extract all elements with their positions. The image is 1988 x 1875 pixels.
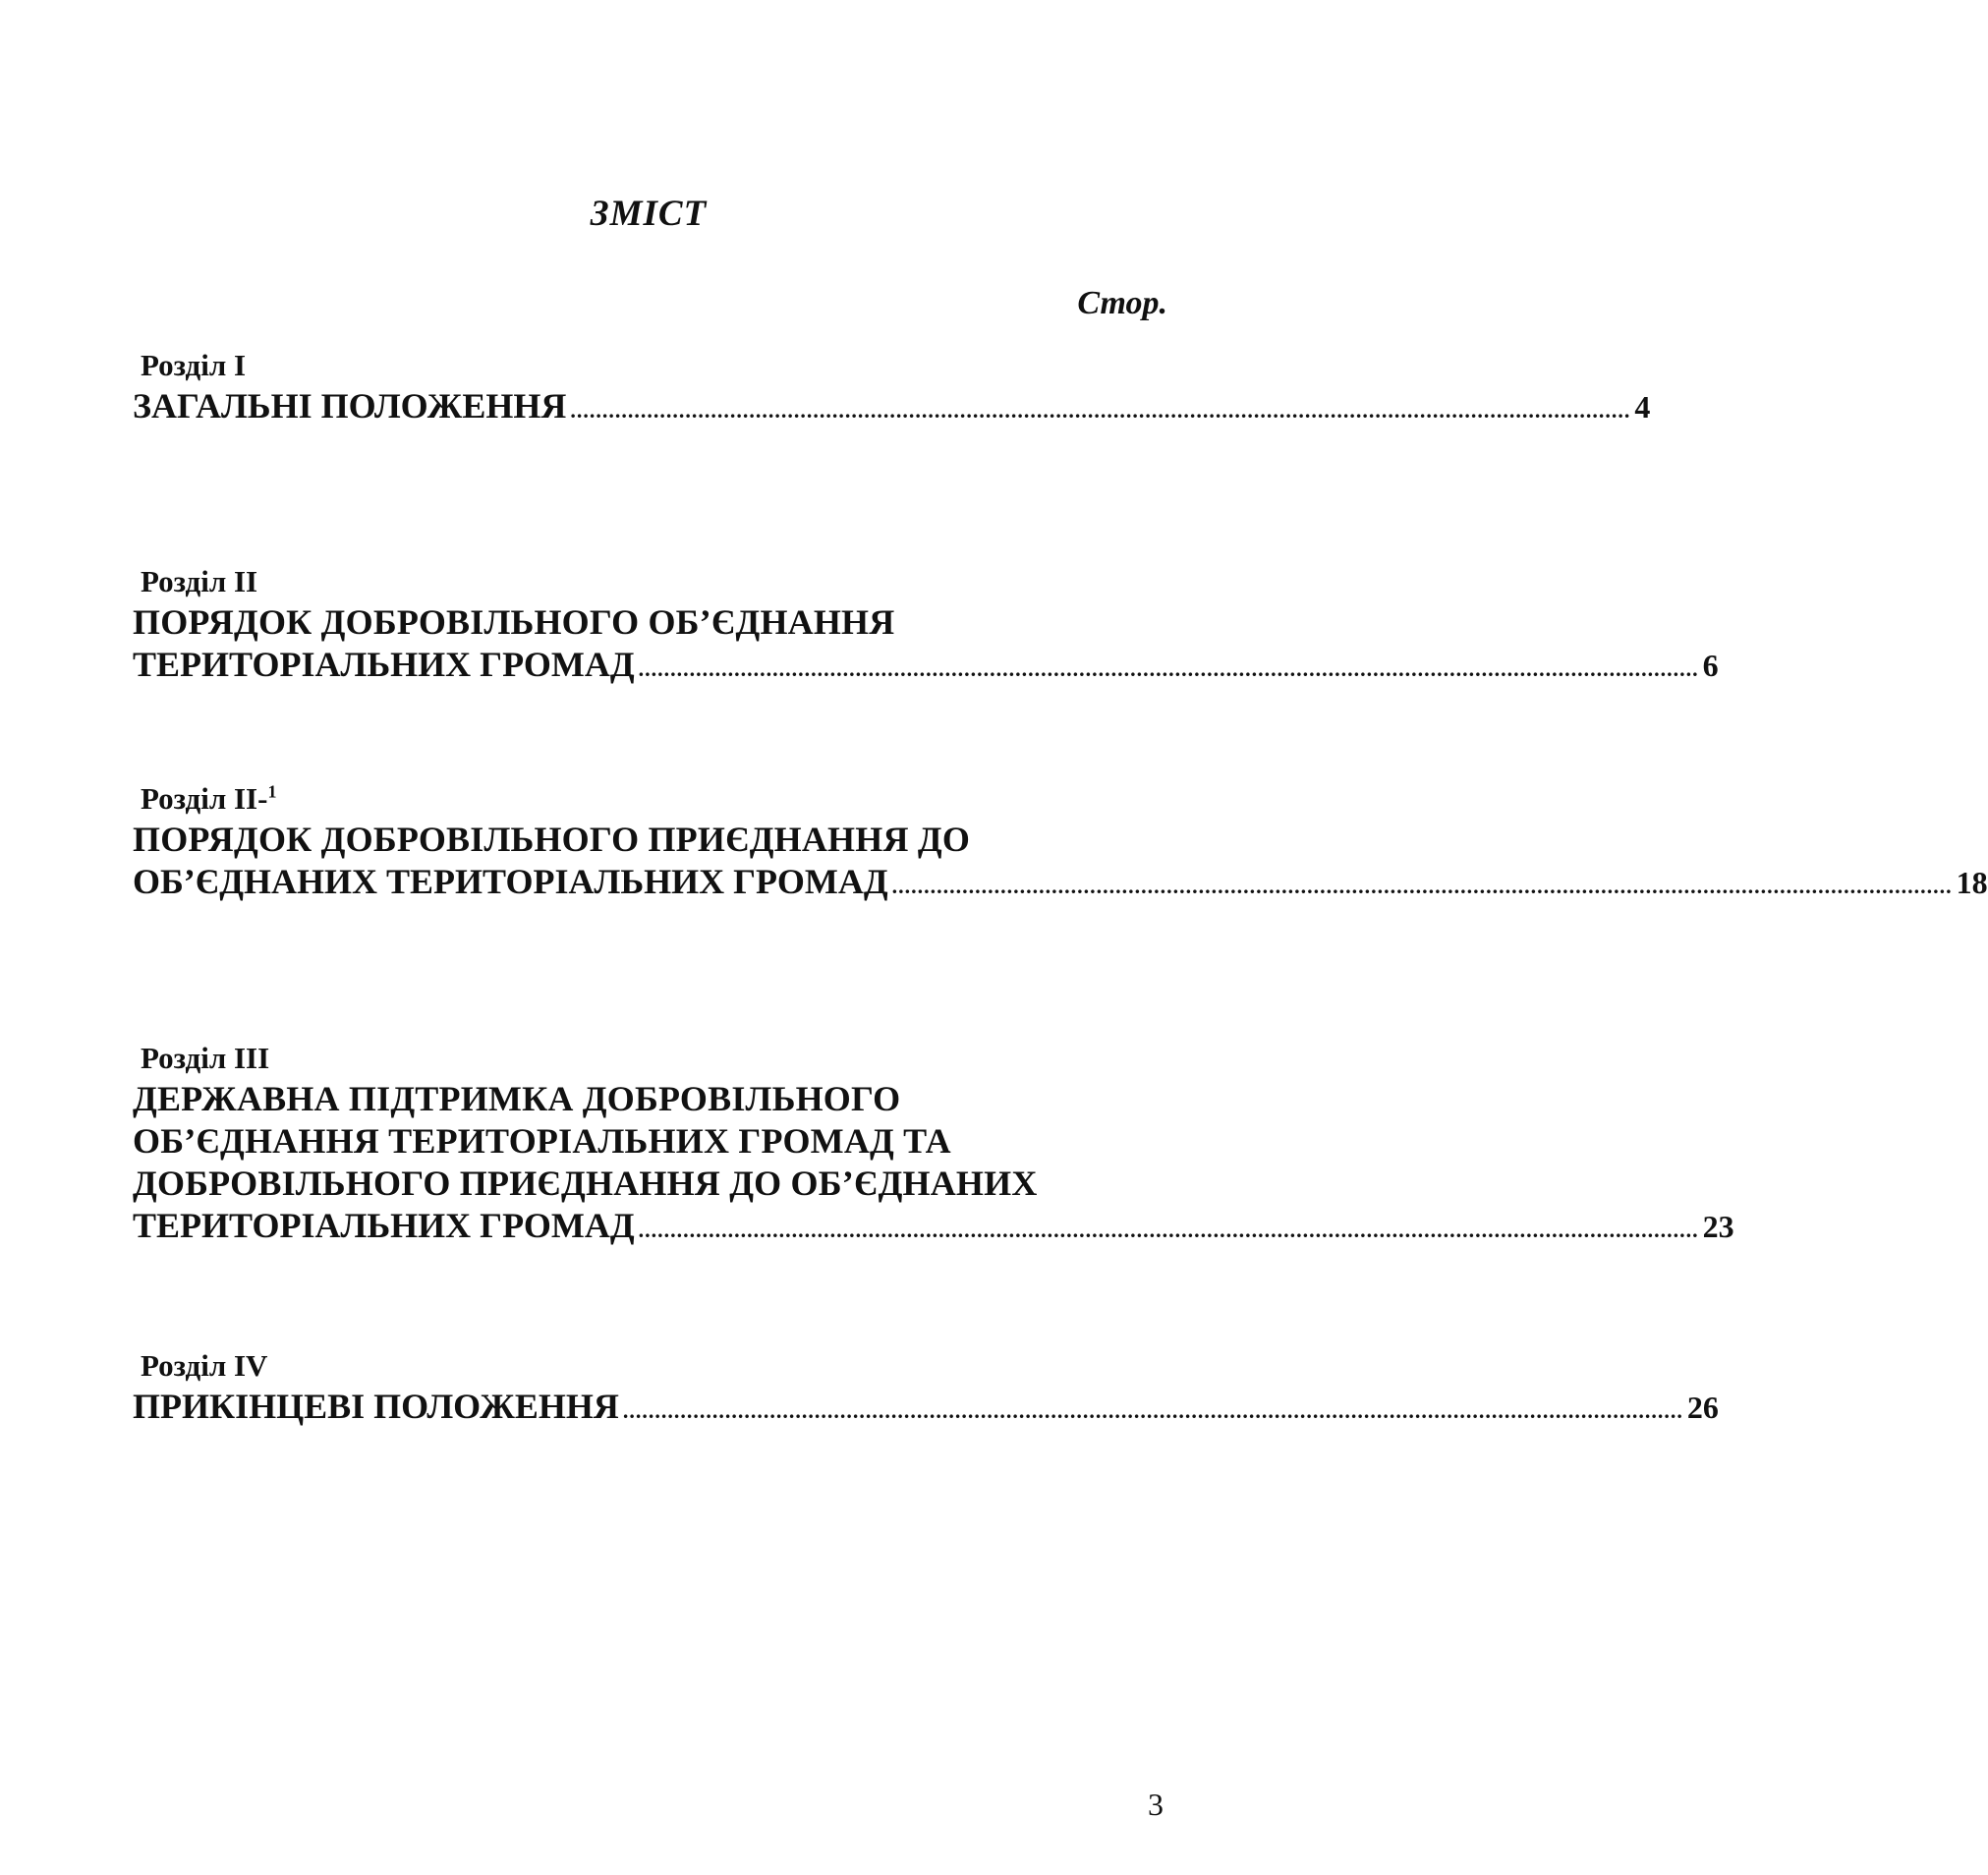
section-heading: ОБ’ЄДНАНИХ ТЕРИТОРІАЛЬНИХ ГРОМАД <box>133 862 888 901</box>
dot-leader: ...................................................................................................................................................................... <box>622 1398 1683 1423</box>
page-ref: 18 <box>1956 865 1988 900</box>
page-ref: 4 <box>1634 389 1651 425</box>
section-heading: ПОРЯДОК ДОБРОВІЛЬНОГО ОБ’ЄДНАННЯ <box>133 602 895 642</box>
dot-leader: ...................................................................................................................................................................... <box>638 1218 1699 1242</box>
page-ref: 23 <box>1702 1209 1734 1244</box>
page-number: 3 <box>1148 1787 1164 1822</box>
section-label: Розділ III <box>141 1041 270 1075</box>
section-label: Розділ I <box>141 348 247 382</box>
dot-leader: ...................................................................................................................................................................... <box>570 398 1631 423</box>
toc-entry-section-2 <box>133 562 1719 690</box>
page-ref: 6 <box>1702 648 1719 683</box>
section-label: Розділ II <box>141 564 258 598</box>
toc-entry-link[interactable] <box>133 1205 1734 1251</box>
section-label: Розділ II-$^1$ <box>141 781 277 816</box>
toc-title: ЗМІСТ <box>590 194 708 234</box>
toc-entry-link[interactable] <box>133 385 1651 431</box>
toc-entry-link[interactable] <box>133 644 1719 690</box>
toc-entry-section-4 <box>133 1346 1719 1432</box>
section-heading: ТЕРИТОРІАЛЬНИХ ГРОМАД <box>133 645 635 684</box>
section-heading: ПРИКІНЦЕВІ ПОЛОЖЕННЯ <box>133 1387 619 1426</box>
section-heading: ДЕРЖАВНА ПІДТРИМКА ДОБРОВІЛЬНОГО <box>133 1079 901 1118</box>
section-heading: ТЕРИТОРІАЛЬНИХ ГРОМАД <box>133 1206 635 1245</box>
toc-entry-link[interactable] <box>133 861 1988 907</box>
page-ref: 26 <box>1686 1390 1719 1425</box>
toc-entry-section-3 <box>133 1039 1734 1251</box>
section-label: Розділ IV <box>141 1348 268 1383</box>
section-heading: ДОБРОВІЛЬНОГО ПРИЄДНАННЯ ДО ОБ’ЄДНАНИХ <box>133 1164 1038 1203</box>
section-heading: ЗАГАЛЬНІ ПОЛОЖЕННЯ <box>133 386 567 426</box>
page-column-label: Стор. <box>1077 285 1167 321</box>
dot-leader: ...................................................................................................................................................................... <box>638 656 1699 681</box>
toc-entry-section-1 <box>133 346 1651 431</box>
section-heading: ОБ’ЄДНАННЯ ТЕРИТОРІАЛЬНИХ ГРОМАД ТА <box>133 1121 951 1161</box>
toc-entry-section-2-1 <box>133 779 1988 907</box>
section-heading: ПОРЯДОК ДОБРОВІЛЬНОГО ПРИЄДНАННЯ ДО <box>133 820 971 859</box>
toc-entry-link[interactable] <box>133 1386 1719 1432</box>
dot-leader: ...................................................................................................................................................................... <box>891 874 1953 898</box>
